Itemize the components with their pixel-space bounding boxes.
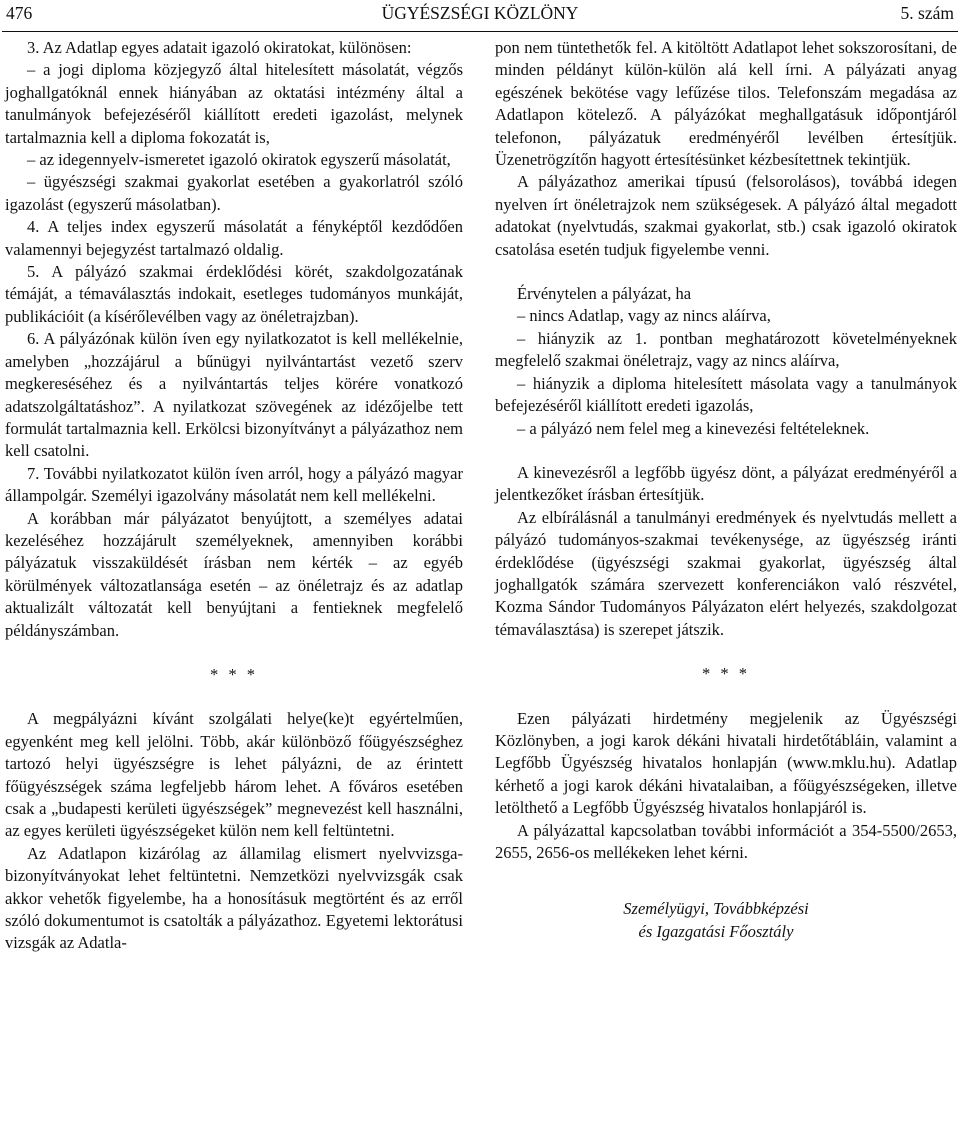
- list-item: – a jogi diploma közjegyző által hitelesített másolatát, végzős joghallgatóknál ennek hiányában az oktatási intézmény által a tanulmányok befejezéséről kiállított eredeti igazolást, melynek tartalmaznia kell a diploma fokozatát is,: [5, 60, 463, 147]
- journal-title: ÜGYÉSZSÉGI KÖZLÖNY: [381, 3, 579, 23]
- paragraph: 7. További nyilatkozatot külön íven arról, hogy a pályázó magyar állampolgár. Személyi igazolvány másolatát nem kell mellékelni.: [5, 463, 463, 506]
- paragraph: A pályázattal kapcsolatban további információt a 354-5500/2653, 2655, 2656-os mellékeken lehet kérni.: [495, 820, 957, 862]
- list-item: – az idegennyelv-ismeretet igazoló okiratok egyszerű másolatát,: [27, 150, 451, 170]
- list-item: – hiányzik az 1. pontban meghatározott követelményeknek megfelelő szakmai önéletrajz, vagy az nincs aláírva,: [495, 328, 957, 371]
- paragraph: Érvénytelen a pályázat, ha: [517, 284, 692, 304]
- section-separator: * * *: [210, 664, 258, 684]
- paragraph: 4. A teljes index egyszerű másolatát a fényképtől kezdődően valamennyi bejegyzést tartalmazó oldalig.: [5, 217, 463, 259]
- left-column: [5, 37, 463, 955]
- paragraph: A korábban már pályázatot benyújtott, a személyes adatai kezeléséhez hozzájárult személyeknek, amennyiben korábbi pályázatuk visszaküldését írásban nem kérték – az egyéb körülmények változatlansága esetén – az önéletrajz és az adatlap aktualizált változatát kell benyújtani a fentieknek megfelelő példányszámban.: [5, 508, 463, 640]
- paragraph: 3. Az Adatlap egyes adatait igazoló okiratokat, különösen:: [27, 38, 412, 57]
- list-item: – ügyészségi szakmai gyakorlat esetében a gyakorlatról szóló igazolást (egyszerű másolatban).: [5, 172, 463, 214]
- signature-block: [495, 898, 957, 943]
- list-item: – a pályázó nem felel meg a kinevezési feltételeknek.: [517, 418, 870, 438]
- section-separator: * * *: [702, 664, 750, 684]
- paragraph: A kinevezésről a legfőbb ügyész dönt, a pályázat eredményéről a jelentkezőket írásban értesítjük.: [495, 462, 957, 505]
- paragraph: 6. A pályázónak külön íven egy nyilatkozatot is kell mellékelnie, amelyben „hozzájárul a bűnügyi nyilvántartást vezető szerv megkereséséhez és a nyilvántartás teljes körére vonatkozó adatszolgáltatáshoz”. A nyilatkozat szövegének az idézőjelbe tett formulát tartalmaznia kell. Erkölcsi bizonyítványt a pályázathoz nem kell csatolni.: [5, 329, 463, 461]
- header-rule: [2, 31, 958, 32]
- list-item: – hiányzik a diploma hitelesített másolata vagy a tanulmányok befejezéséről kiállított eredeti igazolás,: [495, 373, 957, 416]
- list-item: – nincs Adatlap, vagy az nincs aláírva,: [517, 306, 771, 326]
- page-header: [0, 0, 960, 32]
- signature-line: és Igazgatási Főosztály: [638, 921, 794, 941]
- paragraph: Az elbírálásnál a tanulmányi eredmények és nyelvtudás mellett a pályázó tudományos-szakmai tevékenysége, az ügyészség iránti érdeklődése (ügyészségi szakmai gyakorlat, ügyészség által joghallgatók számára szervezett konferenciákon való részvétel, Kozma Sándor Tudományos Pályázaton elért helyezés, szakdolgozat témaválasztása) is szerepet játszik.: [495, 507, 957, 639]
- right-column: [495, 37, 957, 943]
- paragraph: Ezen pályázati hirdetmény megjelenik az Ügyészségi Közlönyben, a jogi karok dékáni hivatali hirdetőtábláin, valamint a Legfőbb Ügyészség hivatalos honlapján (www.mklu.hu). Adatlap kérhető a jogi karok dékáni hivatalaiban, a főügyészségeken, illetve letölthető a Legfőbb Ügyészség hivatalos honlapjáról is.: [495, 708, 957, 818]
- paragraph: 5. A pályázó szakmai érdeklődési körét, szakdolgozatának témáját, a témaválasztás indokait, esetleges tudományos munkáját, publikációit (a kísérőlevélben vagy az önéletrajzban).: [5, 262, 463, 326]
- paragraph: A pályázathoz amerikai típusú (felsorolásos), továbbá idegen nyelven írt önéletrajzok nem szükségesek. A pályázó által megadott adatokat (nyelvtudás, szakmai gyakorlat, stb.) csak igazoló okiratok csatolása esetén tudjuk figyelembe venni.: [495, 172, 957, 259]
- paragraph: Az Adatlapon kizárólag az államilag elismert nyelvvizsga-bizonyítványokat lehet feltüntetni. Nemzetközi nyelvvizsgák csak akkor vehetők figyelembe, ha a honosításuk megtörtént és az erről szóló dokumentumot is csatolták a pályázathoz. Egyetemi lektorátusi vizsgák az Adatla-: [5, 843, 463, 953]
- page-number: 476: [6, 3, 33, 23]
- paragraph: pon nem tüntethetők fel. A kitöltött Adatlapot lehet sokszorosítani, de minden példányt külön-külön alá kell írni. A pályázati anyag egészének bekötése vagy lefűzése tilos. Telefonszám megadása az Adatlapon kötelező. A pályázókat meghallgatásuk időpontjáról telefonon, pályázatuk eredményéről levélben értesítjük. Üzenetrögzítőn hagyott értesítésünket kézbesítettnek tekintjük.: [495, 38, 957, 170]
- paragraph: A megpályázni kívánt szolgálati helye(ke)t egyértelműen, egyenként meg kell jelölni. Több, akár különböző főügyészséghez tartozó helyi ügyészségre is lehet pályázni, de az érintett főügyészségek száma legfeljebb három lehet. A főváros esetében csak a „budapesti kerületi ügyészségek” megnevezést kell használni, az egyes kerületi ügyészségeket külön nem kell feltüntetni.: [5, 709, 463, 841]
- signature-line: Személyügyi, Továbbképzési: [623, 899, 809, 919]
- issue-number: 5. szám: [900, 3, 954, 23]
